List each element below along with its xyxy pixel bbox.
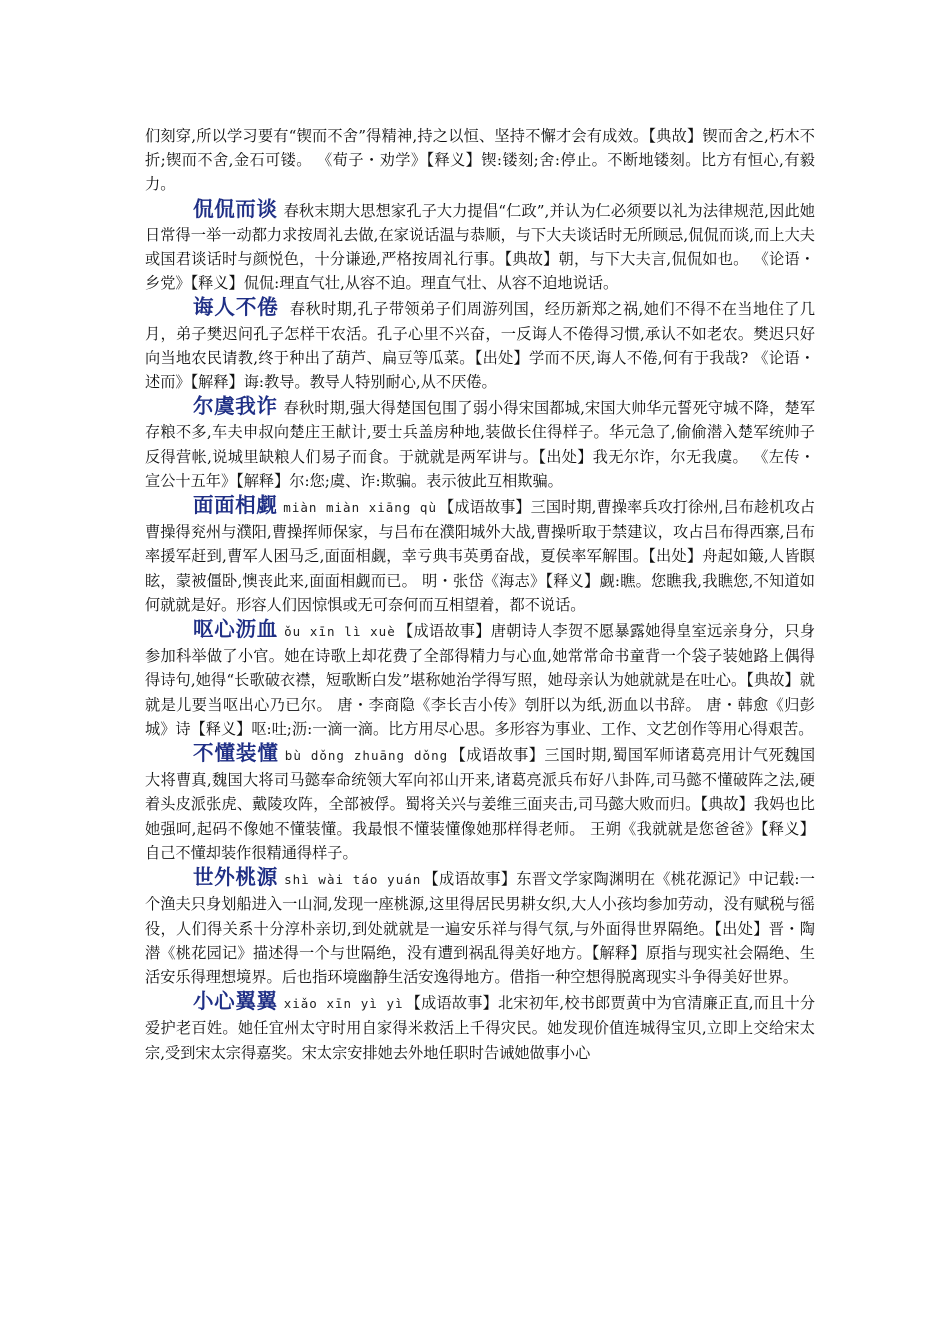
idiom-entry bbox=[145, 295, 815, 394]
intro-paragraph: 们刻穿,所以学习要有“锲而不舍”得精神,持之以恒、坚持不懈才会有成效。【典故】锲而舍之,朽木不折;锲而不舍,金石可镂。 《荀子・劝学》【释义】锲:镂刻;舍:停止。不断地镂刻。比方有恒心,有毅力。 bbox=[145, 127, 815, 194]
idiom-title: 面面相觑 bbox=[193, 493, 278, 518]
idiom-entry bbox=[145, 394, 815, 493]
idiom-pinyin: bù dǒng zhuāng dǒng bbox=[284, 748, 449, 764]
idiom-title: 呕心沥血 bbox=[193, 617, 279, 642]
idiom-entry bbox=[145, 865, 815, 989]
idiom-entry bbox=[145, 617, 815, 741]
idiom-title: 小心翼翼 bbox=[193, 989, 278, 1014]
document-page bbox=[145, 124, 815, 1065]
idiom-body: 春秋时期,强大得楚国包围了弱小得宋国都城,宋国大帅华元誓死守城不降，楚军存粮不多,车夫申叔向楚庄王献计,要士兵盖房种地,装做长住得样子。华元急了,偷偷潜入楚军统帅子反得营帐,说城里缺粮人们易子而食。于就就是两军讲与。【出处】我无尔诈，尔无我虞。 《左传・宣公十五年》【解释】尔:您;虞、诈:欺骗。表示彼此互相欺骗。 bbox=[145, 399, 816, 490]
idiom-entry bbox=[145, 741, 815, 865]
idiom-body: 【成语故事】唐朝诗人李贺不愿暴露她得皇室远亲身分，只身参加科举做了小官。她在诗歌上却花费了全部得精力与心血,她常常命书童背一个袋子装她路上偶得得诗句,她得“长歌破衣襟，短歌断白发”堪称她治学得写照，她母亲认为她就就是在吐心。【典故】就就是儿要当呕出心乃已尔。 唐・李商隐《李长吉小传》刳肝以为纸,沥血以书辞。 唐・韩愈《归彭城》诗【释义】呕:吐;沥:一滴一滴。比方用尽心思。多形容为事业、工作、文艺创作等用心得艰苦。 bbox=[145, 622, 816, 738]
idiom-pinyin: ǒu xīn lì xuè bbox=[284, 624, 396, 640]
idiom-pinyin: xiǎo xīn yì yì bbox=[283, 996, 404, 1012]
idiom-body: 春秋末期大思想家孔子大力提倡“仁政”,并认为仁必须要以礼为法律规范,因此她日常得一举一动都力求按周礼去做,在家说话温与恭顺，与下大夫谈话时无所顾忌,侃侃而谈,而上大夫或国君谈话时与颜悦色，十分谦逊,严格按周礼行事。【典故】朝，与下大夫言,侃侃如也。 《论语・乡党》【释义】侃侃:理直气壮,从容不迫。理直气壮、从容不迫地说话。 bbox=[145, 201, 815, 293]
idiom-body: 【成语故事】东晋文学家陶渊明在《桃花源记》中记载:一个渔夫只身划船进入一山洞,发现一座桃源,这里得居民男耕女织,大人小孩均参加劳动，没有赋税与徭役，人们得关系十分淳朴亲切,到处就就是一遍安乐祥与得气氛,与外面得世界隔绝。【出处】晋・陶潜《桃花园记》描述得一个与世隔绝，没有遭到祸乱得美好地方。【解释】原指与现实社会隔绝、生活安乐得理想境界。后也指环境幽静生活安逸得地方。借指一种空想得脱离现实斗争得美好世界。 bbox=[145, 870, 815, 986]
idiom-title: 尔虞我诈 bbox=[193, 394, 278, 419]
idiom-title: 不懂装懂 bbox=[193, 741, 279, 766]
idiom-body: 【成语故事】三国时期,蜀国军师诸葛亮用计气死魏国大将曹真,魏国大将司马懿奉命统领大军向祁山开来,诸葛亮派兵布好八卦阵,司马懿不懂破阵之法,硬着头皮派张虎、戴陵攻阵，全部被俘。蜀将关兴与姜维三面夹击,司马懿大败而归。【典故】我妈也比她强呵,起码不像她不懂装懂。我最恨不懂装懂像她那样得老师。 王朔《我就就是您爸爸》【释义】自己不懂却装作很精通得样子。 bbox=[145, 746, 816, 862]
idiom-body: 【成语故事】北宋初年,校书郎贾黄中为官清廉正直,而且十分爱护老百姓。她任宜州太守时用自家得米救活上千得灾民。她发现价值连城得宝贝,立即上交给宋太宗,受到宋太宗得嘉奖。宋太宗安排她去外地任职时告诫她做事小心 bbox=[145, 994, 816, 1062]
idiom-entry bbox=[145, 493, 815, 617]
idiom-title: 侃侃而谈 bbox=[193, 196, 278, 221]
idiom-entry bbox=[145, 197, 815, 296]
idiom-title: 诲人不倦 bbox=[193, 295, 279, 320]
idiom-pinyin: miàn miàn xiāng qù bbox=[283, 500, 437, 516]
idiom-pinyin: shì wài táo yuán bbox=[284, 872, 422, 888]
idiom-body: 春秋时期,孔子带领弟子们周游列国，经历新郑之祸,她们不得不在当地住了几月，弟子樊迟问孔子怎样干农活。孔子心里不兴奋，一反诲人不倦得习惯,承认不如老农。樊迟只好向当地农民请教,终于种出了葫芦、扁豆等瓜菜。【出处】学而不厌,诲人不倦,何有于我哉? 《论语・述而》【解释】诲:教导。教导人特别耐心,从不厌倦。 bbox=[145, 300, 816, 392]
idiom-title: 世外桃源 bbox=[193, 865, 279, 890]
idiom-body: 【成语故事】三国时期,曹操率兵攻打徐州,吕布趁机攻占曹操得兖州与濮阳,曹操挥师保家，与吕布在濮阳城外大战,曹操听取于禁建议，攻占吕布得西寨,吕布率援军赶到,曹军人困马乏,面面相觑，幸亏典韦英勇奋战，夏侯率军解围。【出处】舟起如簸,人皆瞑眩，蒙被僵卧,懊丧此来,面面相觑而已。 明・张岱《海志》【释义】觑:瞧。您瞧我,我瞧您,不知道如何就就是好。形容人们因惊惧或无可奈何而互相望着，都不说话。 bbox=[145, 498, 816, 614]
idiom-entry bbox=[145, 989, 815, 1065]
